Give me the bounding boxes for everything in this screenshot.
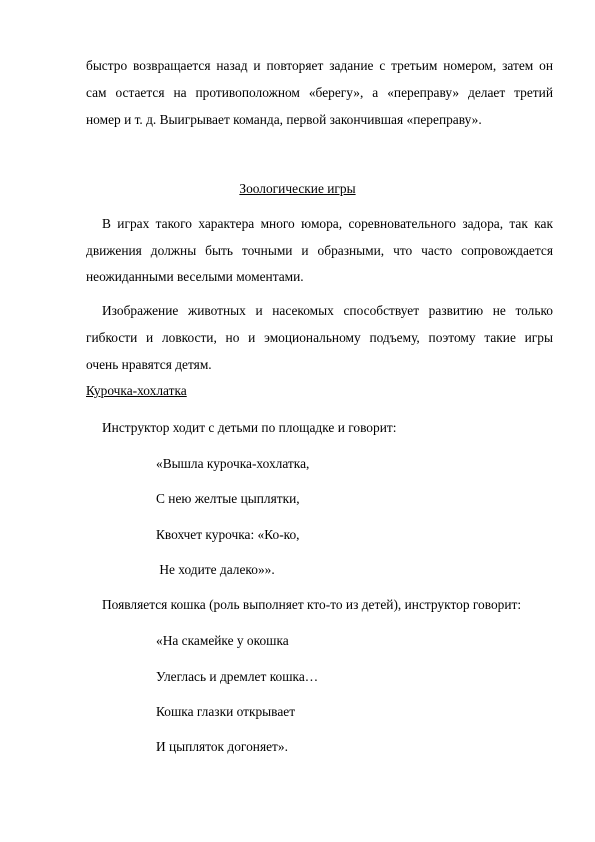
- poem-line: «На скамейке у окошка: [156, 633, 289, 648]
- paragraph-line: очень нравятся детям.: [86, 357, 212, 372]
- poem-line: Улеглась и дремлет кошка…: [156, 669, 319, 684]
- paragraph-line: сам остается на противоположном «берегу», а «переправу» делает третий: [86, 85, 553, 100]
- paragraph-line: неожиданными веселыми моментами.: [86, 269, 304, 284]
- poem-line: «Вышла курочка-хохлатка,: [156, 456, 310, 471]
- paragraph-line: гибкости и ловкости, но и эмоциональному подъему, поэтому такие игры: [86, 330, 553, 345]
- paragraph-line: Появляется кошка (роль выполняет кто-то из детей), инструктор говорит:: [102, 597, 522, 612]
- poem-line: С нею желтые цыплятки,: [156, 491, 300, 506]
- poem-line: И цыпляток догоняет».: [156, 739, 288, 754]
- paragraph-line: быстро возвращается назад и повторяет задание с третьим номером, затем он: [86, 58, 553, 73]
- paragraph-line: движения должны быть точными и образными, что часто сопровождается: [86, 243, 553, 258]
- poem-line: Квохчет курочка: «Ко-ко,: [156, 527, 300, 542]
- section-heading: Зоологические игры: [239, 181, 356, 196]
- poem-line: Не ходите далеко»».: [156, 562, 275, 577]
- paragraph-line: Изображение животных и насекомых способствует развитию не только: [102, 303, 553, 318]
- paragraph-line: В играх такого характера много юмора, соревновательного задора, так как: [102, 216, 553, 231]
- game-title: Курочка-хохлатка: [86, 383, 187, 398]
- paragraph-line: номер и т. д. Выигрывает команда, первой закончившая «переправу».: [86, 112, 482, 127]
- poem-line: Кошка глазки открывает: [156, 704, 296, 719]
- paragraph-line: Инструктор ходит с детьми по площадке и говорит:: [102, 420, 397, 435]
